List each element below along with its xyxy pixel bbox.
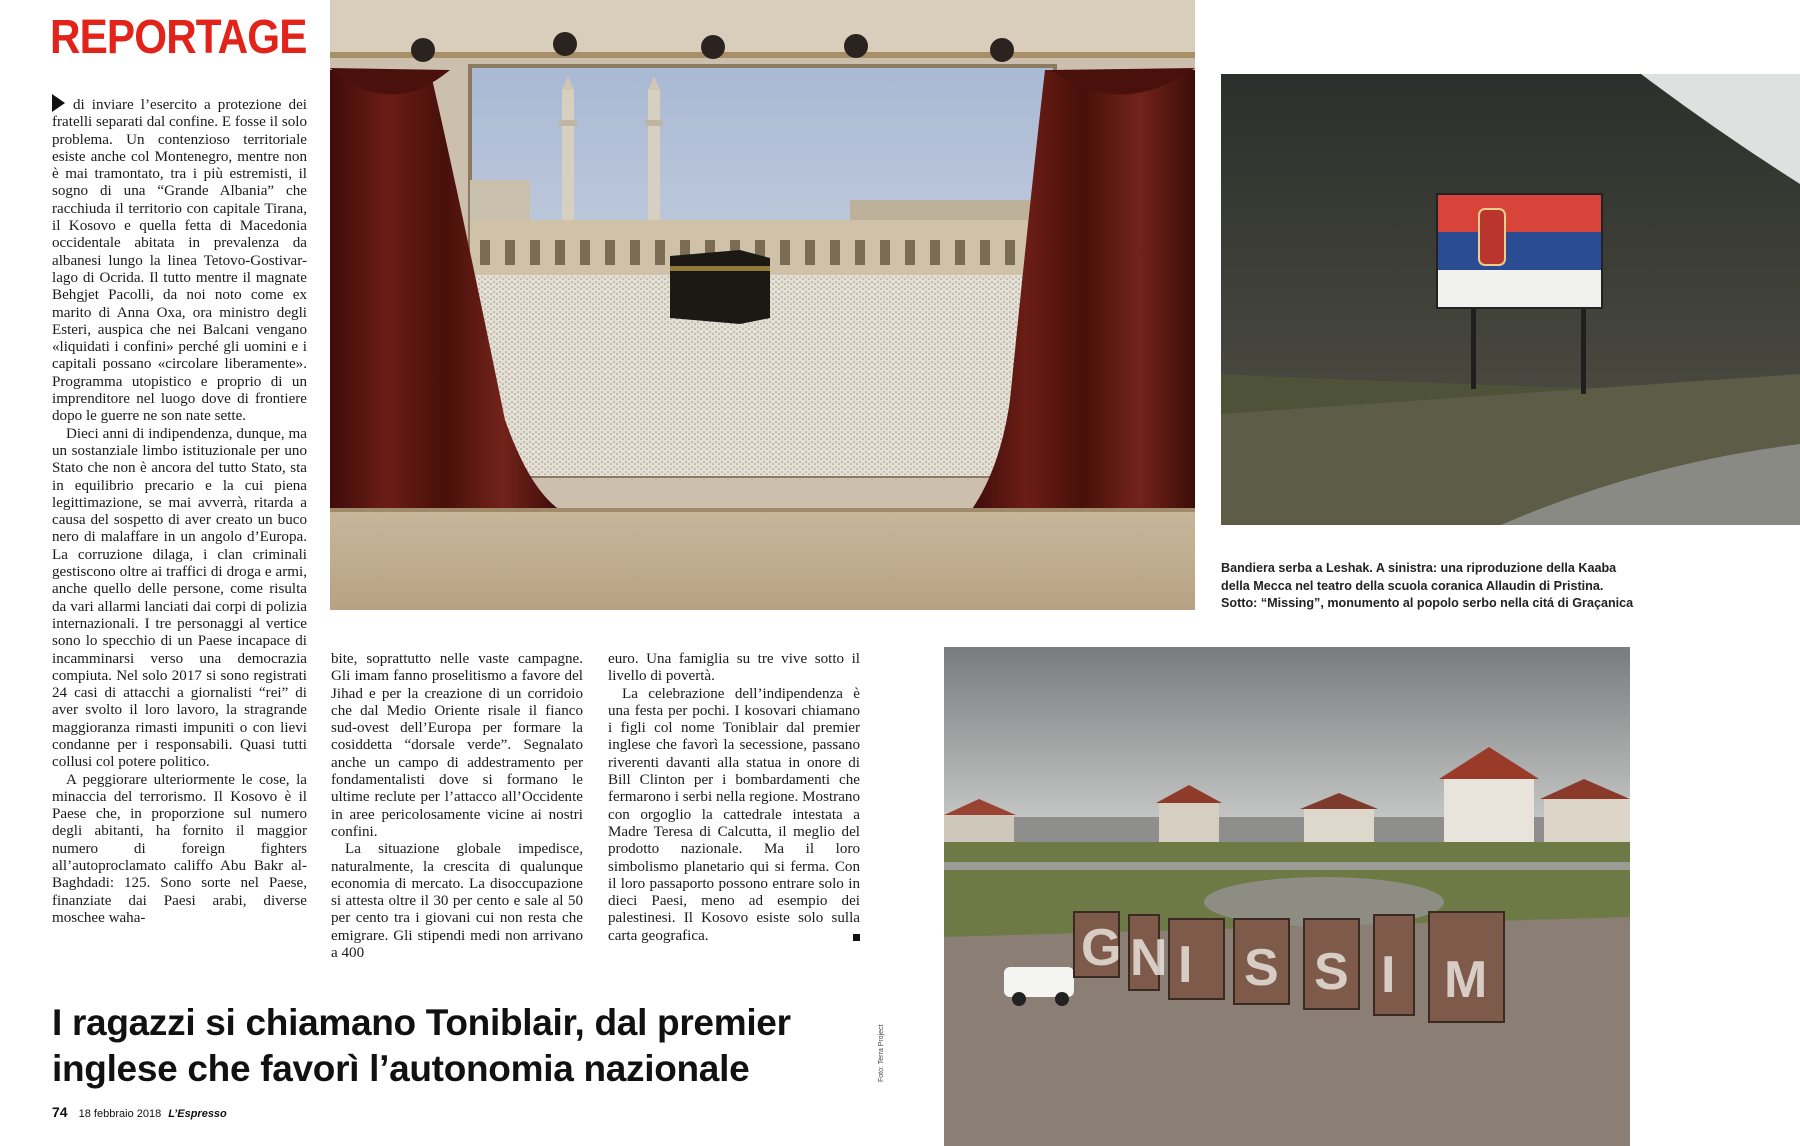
monument-letter: S — [1314, 943, 1349, 1001]
flag-stripe-blue — [1437, 232, 1602, 270]
flag-stripe-red — [1437, 194, 1602, 232]
monument-letter: N — [1130, 929, 1168, 987]
article-paragraph: bite, soprattutto nelle vaste campagne. Gli imam fanno proselitismo a favore del Jihad e per la creazione di un corridoio che dal Medio Oriente risale il fianco sud-ovest dell’Europa per formare la cosiddetta “dorsale verde”. Segnalato anche un campo di addestramento per fondamentalisti dove si formano le ultime reclute per l’attacco all’Occidente in aree pericolosamente vicine ai nostri confini. — [331, 651, 583, 840]
article-paragraph — [608, 686, 860, 945]
issue-date: 18 febbraio 2018 — [78, 1108, 162, 1120]
article-paragraph: Dieci anni di indipendenza, dunque, ma un sostanziale limbo istituzionale per uno Stato che non è ancora del tutto Stato, sta in equilibrio precario e la cui piena legittimazione, se mai avverrà, ritarda a causa del sospetto di aver creato un buco nero di malaffare in un angolo d’Europa. La corruzione dilaga, i clan criminali gestiscono oltre ai traffici di droga e armi, anche quello delle persone, come risulta da vari allarmi lanciati dai corpi di polizia internazionali. I tre personaggi al vertice sono lo specchio di un Paese incapace di incamminarsi verso una democrazia compiuta. Nel solo 2017 si sono registrati 24 casi di attacchi a giornalisti “rei” di aver svolto il loro lavoro, la stragrande maggioranza rimasti impuniti o con lievi condanne per i responsabili. Quasi tutti collusi col potere politico. — [52, 425, 307, 771]
article-paragraph: A peggiorare ulteriormente le cose, la minaccia del terrorismo. Il Kosovo è il Paese che, in proporzione sul numero degli abitanti, ha fornito il maggior numero di foreign fighters all’autoproclamato califfo Abu Bakr al-Baghdadi: 125. Sono sorte nel Paese, finanziate dai Paesi arabi, diverse moschee waha- — [52, 771, 307, 926]
kaaba-theatre-illustration — [330, 0, 1195, 610]
monument-letter: I — [1178, 936, 1193, 994]
flag-billboard-illustration — [1221, 74, 1800, 525]
section-label: REPORTAGE — [50, 11, 307, 64]
monument-letter: S — [1244, 939, 1279, 997]
photo-caption: Bandiera serba a Leshak. A sinistra: una riproduzione della Kaaba della Mecca nel teatro della scuola coranica Allaudin di Pristina. Sotto: “Missing”, monumento al popolo serbo nella citá di Graçanica — [1221, 561, 1634, 610]
photo-serbian-flag — [1221, 74, 1800, 525]
monument-letter: M — [1444, 951, 1488, 1009]
end-of-article-mark — [853, 934, 860, 941]
page-number: 74 — [52, 1104, 68, 1120]
magazine-name: L’Espresso — [168, 1108, 227, 1120]
photo-kaaba-theatre — [330, 0, 1195, 610]
article-paragraph — [52, 94, 307, 426]
flag-stripe-white — [1437, 270, 1602, 308]
photo-credit: Foto: Terra Project — [878, 1024, 885, 1082]
photo-missing-monument — [944, 647, 1630, 1146]
missing-monument-illustration — [944, 647, 1630, 1146]
monument-letter: I — [1381, 946, 1396, 1004]
page-footer — [52, 1104, 227, 1120]
article-column-1 — [52, 94, 307, 927]
article-paragraph: euro. Una famiglia su tre vive sotto il livello di povertà. — [608, 651, 860, 685]
article-column-2 — [331, 651, 583, 962]
paragraph-text: di inviare l’esercito a protezione dei fratelli separati dal confine. E fosse il solo problema. Un contenzioso territoriale esiste anche col Montenegro, mentre non è mai tramontato, tra i più estremisti, il sogno di una “Grande Albania” che racchiuda il territorio con capitale Tirana, il Kosovo e quella fetta di Macedonia occidentale abitata in prevalenza da albanesi lungo la linea Tetovo-Gostivar-lago di Ocrida. Il tutto mentre il magnate Behgjet Pacolli, da noi noto come ex marito di Anna Oxa, ora ministro degli Esteri, auspica che nei Balcani vengano «liquidati i confini» perché gli uomini e i capitali possano «circolare liberamente». Programma utopistico e proprio di un imprenditore nel luogo dove di frontiere dopo le guerre ne son nate sette. — [52, 97, 307, 425]
pull-quote: I ragazzi si chiamano Toniblair, dal premier inglese che favorì l’autonomia nazionale — [52, 1002, 791, 1089]
continuation-arrow-icon — [52, 94, 65, 112]
article-paragraph: La situazione globale impedisce, naturalmente, la crescita di qualunque economia di mercato. La disoccupazione si attesta oltre il 30 per cento e sale al 50 per cento tra i giovani cui non resta che emigrare. Gli stipendi medi non arrivano a 400 — [331, 841, 583, 962]
article-column-3 — [608, 651, 860, 945]
monument-letter: G — [1081, 919, 1122, 977]
paragraph-text: La celebrazione dell’indipendenza è una festa per pochi. I kosovari chiamano i figli col nome Toniblair dal premier inglese che favorì la secessione, passano riverenti davanti alla statua in onore di Bill Clinton per i bombardamenti che fermarono i serbi nella regione. Mostrano con orgoglio la cattedrale intestata a Madre Teresa di Calcutta, il meglio del prodotto nazionale. Ma il loro simbolismo planetario qui si ferma. Con il loro passaporto possono entrare solo in dieci Paesi, meno ad esempio dei palestinesi. Il Kosovo esiste solo sulla carta geografica. — [608, 685, 860, 944]
